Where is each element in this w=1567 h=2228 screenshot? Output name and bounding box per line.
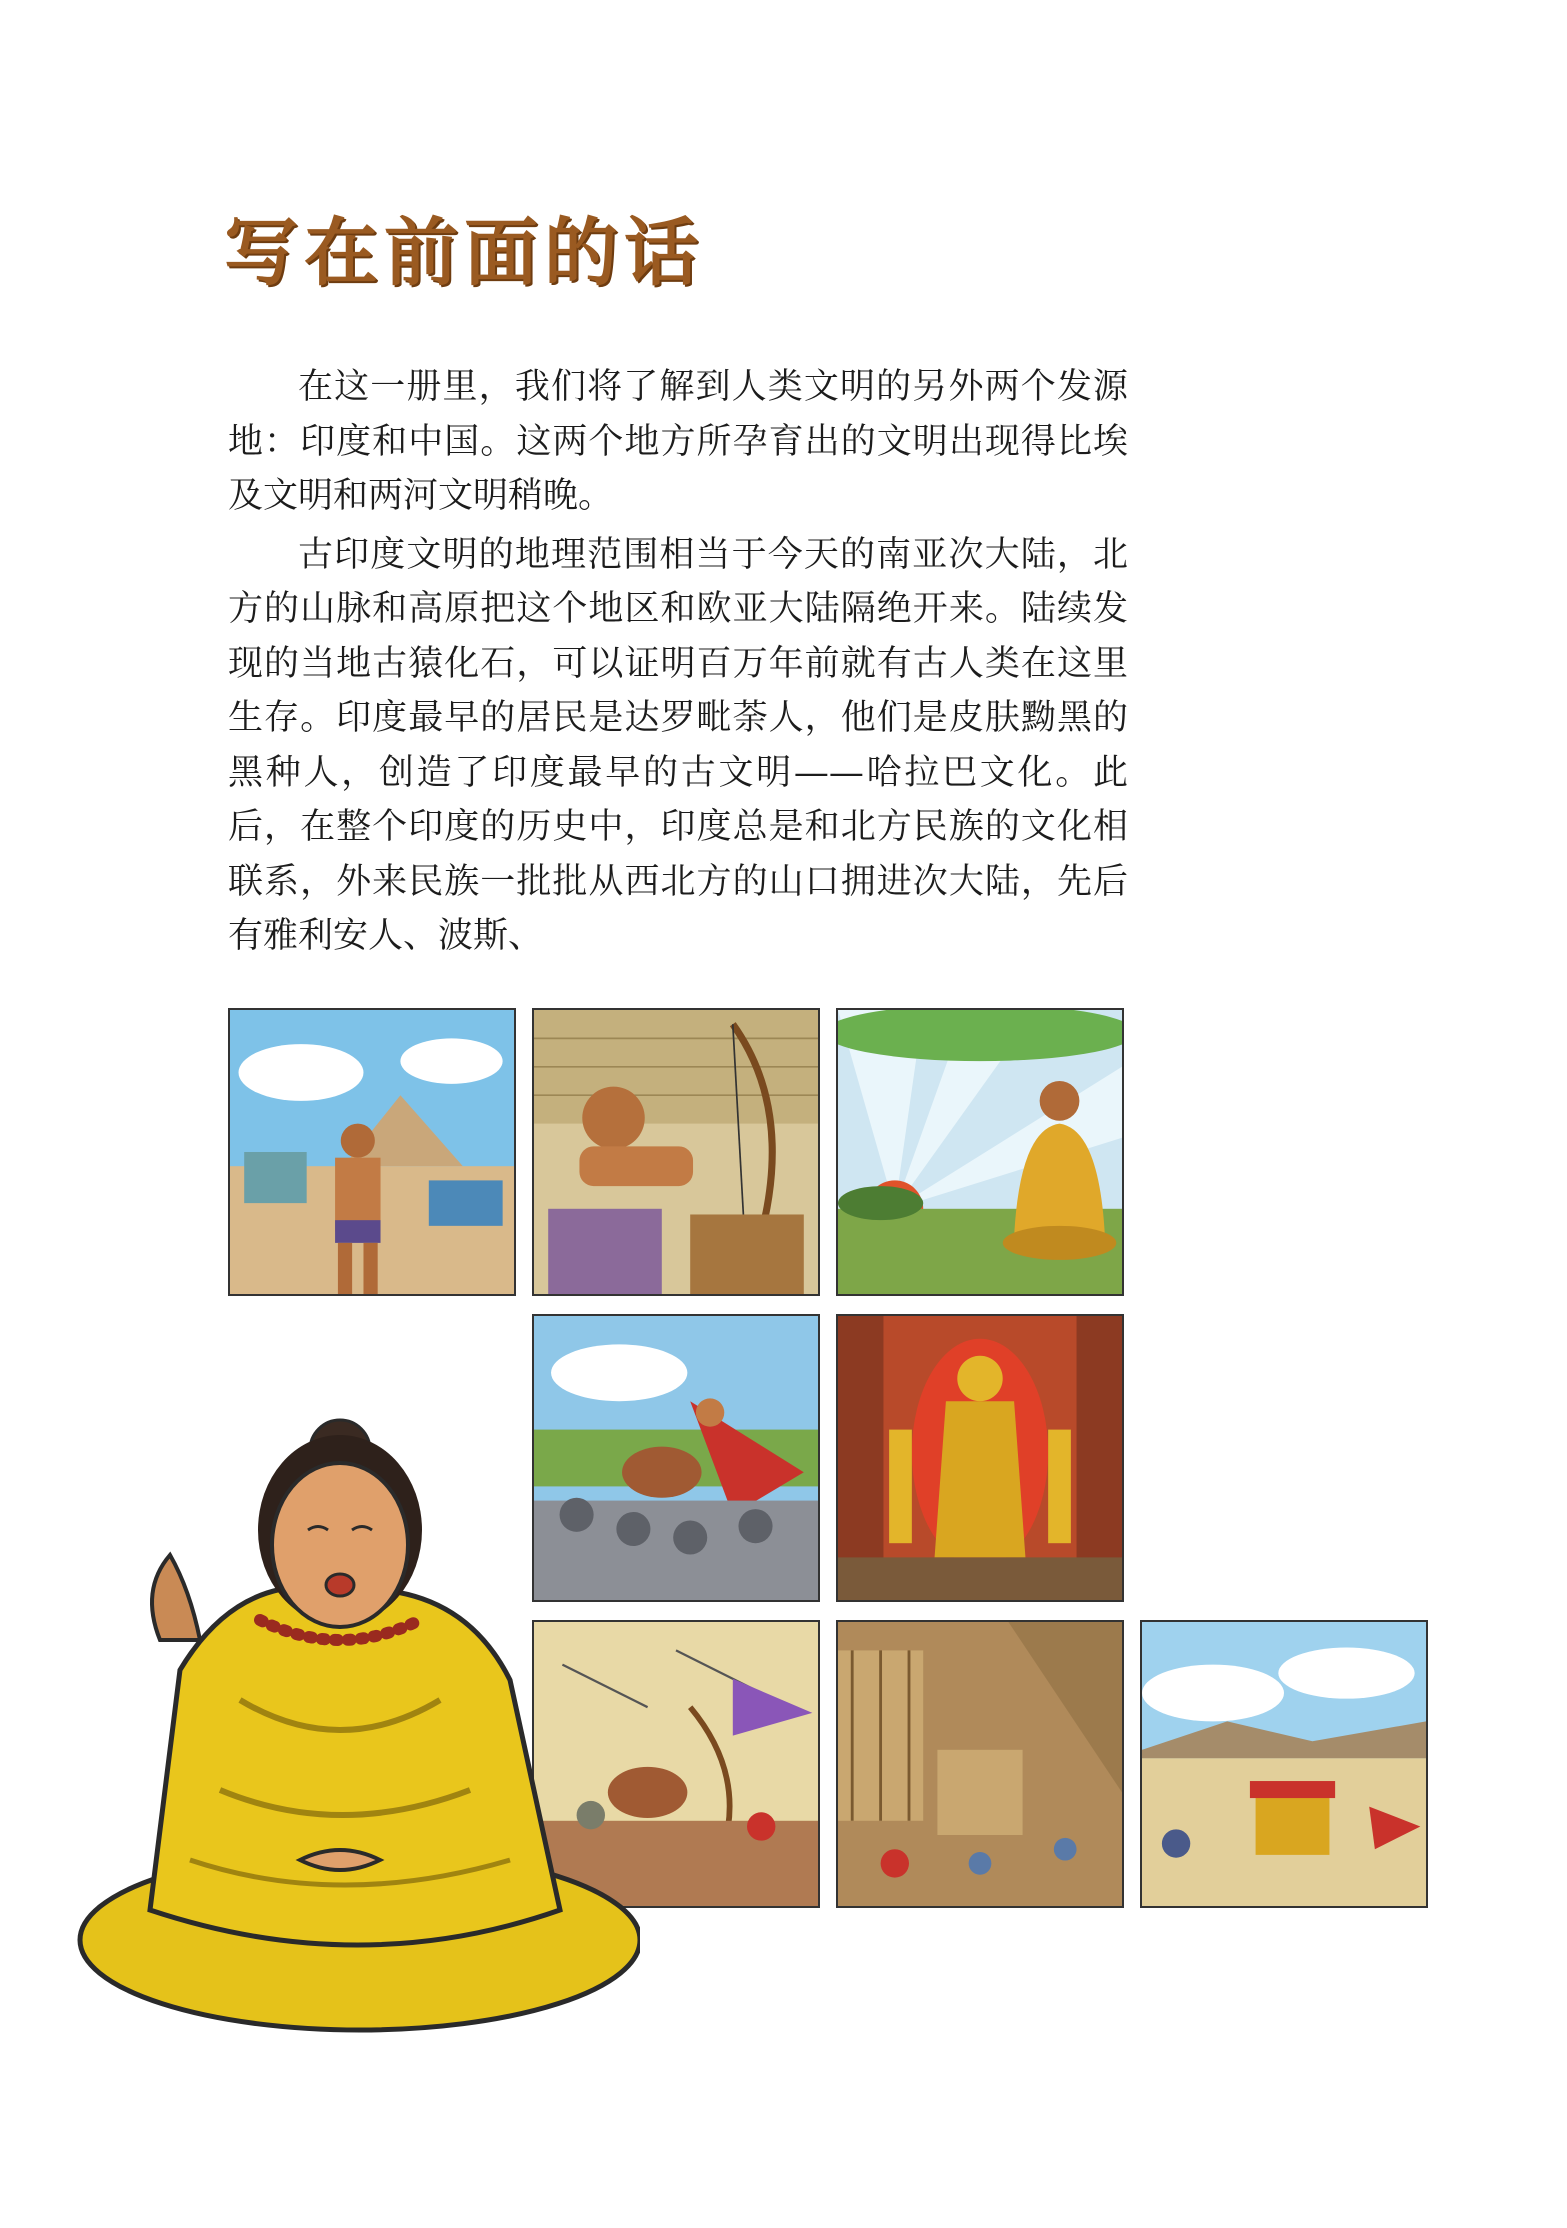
page-title: 写在前面的话 [224,210,704,296]
meditating-monk-illustration [836,1008,1124,1296]
intro-text [228,360,1128,968]
royal-procession-illustration [1140,1620,1428,1908]
paragraph-2: 古印度文明的地理范围相当于今天的南亚次大陆，北方的山脉和高原把这个地区和欧亚大陆隔绝开来。陆续发现的当地古猿化石，可以证明百万年前就有古人类在这里生存。印度最早的居民是达罗毗荼人，他们是皮肤黝黑的黑种人，创造了印度最早的古文明——哈拉巴文化。此后，在整个印度的历史中，印度总是和北方民族的文化相联系，外来民族一批批从西北方的山口拥进次大陆，先后有雅利安人、波斯、 [228,534,1128,956]
wall-construction-illustration [836,1620,1124,1908]
paragraph-1: 在这一册里，我们将了解到人类文明的另外两个发源地：印度和中国。这两个地方所孕育出的文明出现得比埃及文明和两河文明稍晚。 [228,367,1128,516]
buddha-character-illustration [40,1340,640,2040]
golden-buddha-statue-illustration [836,1314,1124,1602]
city-market-illustration [228,1008,516,1296]
archer-battle-illustration [532,1008,820,1296]
